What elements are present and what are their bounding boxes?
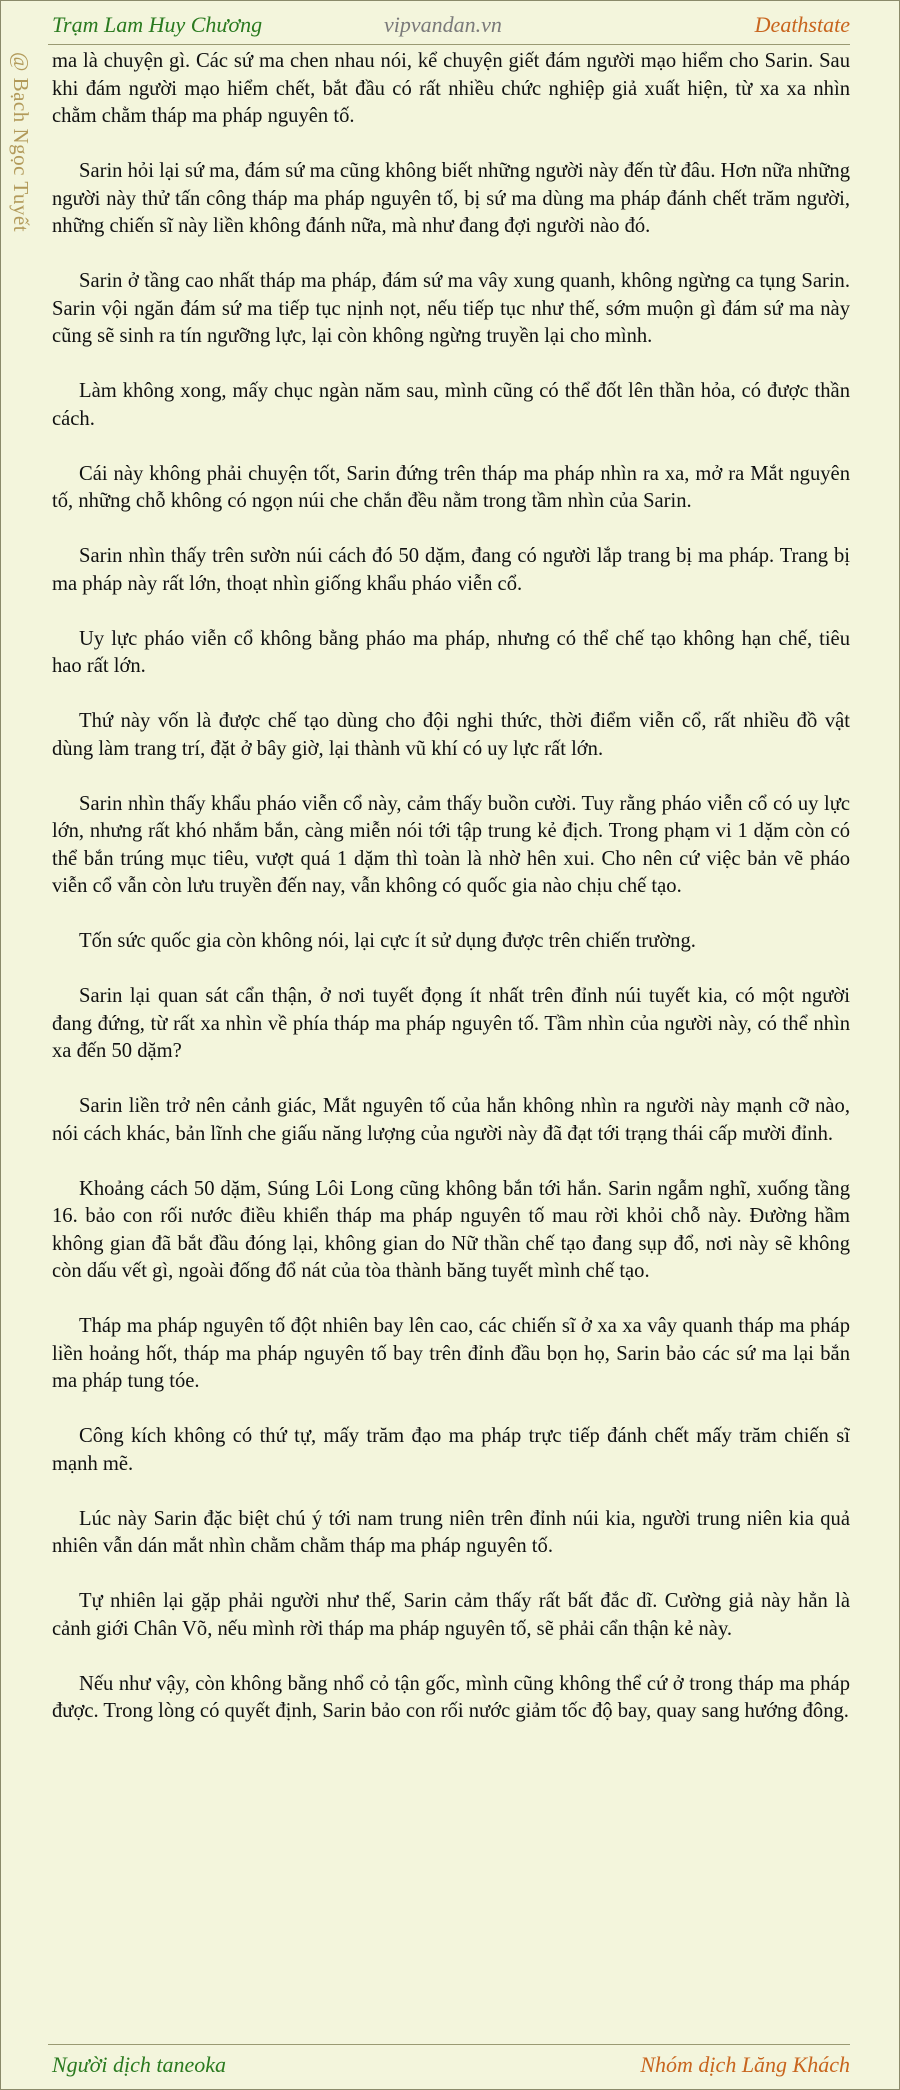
side-credit: @ Bạch Ngọc Tuyết [9, 52, 33, 233]
paragraph: Sarin ở tầng cao nhất tháp ma pháp, đám sứ ma vây xung quanh, không ngừng ca tụng Sarin. Sarin vội ngăn đám sứ ma tiếp tục nịnh nọt, nếu tiếp tục như thế, sớm muộn gì đám sứ ma này cũng sẽ sinh ra tín ngưỡng lực, lại còn không ngừng truyền lại cho mình. [52, 270, 850, 347]
header-site-name: Trạm Lam Huy Chương [52, 12, 263, 37]
paragraph: Lúc này Sarin đặc biệt chú ý tới nam trung niên trên đỉnh núi kia, người trung niên kia quả nhiên vẫn dán mắt nhìn chằm chằm tháp ma pháp nguyên tố. [52, 1507, 850, 1557]
footer-translator: Người dịch taneoka [52, 2052, 227, 2077]
paragraph: Sarin hỏi lại sứ ma, đám sứ ma cũng không biết những người này đến từ đâu. Hơn nữa những người này thử tấn công tháp ma pháp nguyên tố, bị sứ ma dùng ma pháp đánh chết trăm người, những chiến sĩ này liền không đánh nữa, mà như đang đợi người nào đó. [52, 160, 850, 237]
footer-divider [48, 2044, 850, 2045]
paragraph: Khoảng cách 50 dặm, Súng Lôi Long cũng không bắn tới hắn. Sarin ngẫm nghĩ, xuống tầng 16. bảo con rối nước điều khiển tháp ma pháp nguyên tố mau rời khỏi chỗ này. Đường hầm không gian đã bắt đầu đóng lại, không gian do Nữ thần chế tạo đang sụp đổ, nơi này sẽ không còn dấu vết gì, ngoài đống đổ nát của tòa thành băng tuyết mình chế tạo. [52, 1177, 850, 1282]
paragraph: Tốn sức quốc gia còn không nói, lại cực ít sử dụng được trên chiến trường. [79, 930, 696, 952]
header-translator-name: Deathstate [754, 12, 850, 37]
paragraph: Thứ này vốn là được chế tạo dùng cho đội nghi thức, thời điểm viễn cổ, rất nhiều đồ vật dùng làm trang trí, đặt ở bây giờ, lại thành vũ khí có uy lực rất lớn. [52, 710, 850, 760]
footer-group: Nhóm dịch Lăng Khách [640, 2052, 850, 2077]
page-header [52, 8, 850, 44]
paragraph: Tự nhiên lại gặp phải người như thế, Sarin cảm thấy rất bất đắc dĩ. Cường giả này hẳn là cảnh giới Chân Võ, nếu mình rời tháp ma pháp nguyên tố, sẽ phải cẩn thận kẻ này. [52, 1590, 850, 1640]
paragraph: Cái này không phải chuyện tốt, Sarin đứng trên tháp ma pháp nhìn ra xa, mở ra Mắt nguyên tố, những chỗ không có ngọn núi che chắn đều nằm trong tầm nhìn của Sarin. [52, 462, 850, 512]
chapter-text [52, 48, 850, 2038]
paragraph: Công kích không có thứ tự, mấy trăm đạo ma pháp trực tiếp đánh chết mấy trăm chiến sĩ mạnh mẽ. [52, 1425, 850, 1475]
paragraph: Sarin nhìn thấy khẩu pháo viễn cổ này, cảm thấy buồn cười. Tuy rằng pháo viễn cổ có uy lực lớn, nhưng rất khó nhắm bắn, càng miễn nói tới tập trung kẻ địch. Trong phạm vi 1 dặm còn có thể bắn trúng mục tiêu, vượt quá 1 dặm thì toàn là nhờ hên xui. Cho nên cứ việc bản vẽ pháo viễn cổ vẫn còn lưu truyền đến nay, vẫn không có quốc gia nào chịu chế tạo. [52, 792, 850, 897]
paragraph: Nếu như vậy, còn không bằng nhổ cỏ tận gốc, mình cũng không thể cứ ở trong tháp ma pháp được. Trong lòng có quyết định, Sarin bảo con rối nước giảm tốc độ bay, quay sang hướng đông. [52, 1672, 850, 1722]
paragraph: Làm không xong, mấy chục ngàn năm sau, mình cũng có thể đốt lên thần hỏa, có được thần cách. [52, 380, 850, 430]
page-footer [52, 2048, 850, 2084]
paragraph: Sarin nhìn thấy trên sườn núi cách đó 50 dặm, đang có người lắp trang bị ma pháp. Trang bị ma pháp này rất lớn, thoạt nhìn giống khẩu pháo viễn cổ. [52, 545, 850, 595]
paragraph: Sarin lại quan sát cẩn thận, ở nơi tuyết đọng ít nhất trên đỉnh núi tuyết kia, có một người đang đứng, từ rất xa nhìn về phía tháp ma pháp nguyên tố. Tầm nhìn của người này, có thể nhìn xa đến 50 dặm? [52, 985, 850, 1062]
paragraph: ma là chuyện gì. Các sứ ma chen nhau nói, kể chuyện giết đám người mạo hiểm cho Sarin. Sau khi đám người mạo hiểm chết, bắt đầu có rất nhiều chức nghiệp giả xuất hiện, từ xa xa nhìn chằm chằm tháp ma pháp nguyên tố. [52, 50, 850, 127]
paragraph: Uy lực pháo viễn cổ không bằng pháo ma pháp, nhưng có thể chế tạo không hạn chế, tiêu hao rất lớn. [52, 627, 850, 677]
header-website: vipvandan.vn [384, 12, 502, 37]
paragraph: Tháp ma pháp nguyên tố đột nhiên bay lên cao, các chiến sĩ ở xa xa vây quanh tháp ma pháp liền hoảng hốt, tháp ma pháp nguyên tố bay trên đỉnh đầu bọn họ, Sarin bảo các sứ ma lại bắn ma pháp tung tóe. [52, 1315, 850, 1392]
paragraph: Sarin liền trở nên cảnh giác, Mắt nguyên tố của hắn không nhìn ra người này mạnh cỡ nào, nói cách khác, bản lĩnh che giấu năng lượng của người này đã đạt tới trạng thái cấp mười đỉnh. [52, 1095, 850, 1145]
header-divider [48, 44, 850, 45]
